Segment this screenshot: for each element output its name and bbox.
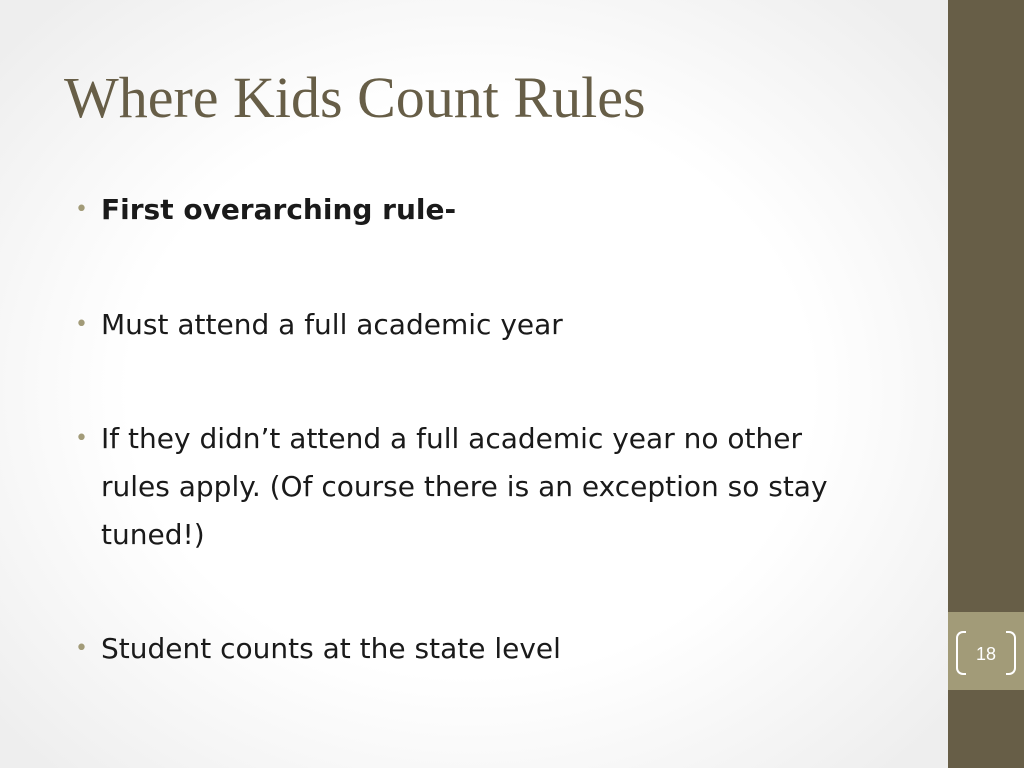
bullet-item	[75, 415, 861, 559]
right-brace-icon	[1006, 631, 1016, 675]
bullet-dot-icon: •	[75, 426, 88, 451]
bullet-item	[75, 186, 861, 234]
slide-page-number: 18	[975, 644, 997, 664]
bullet-item	[75, 301, 861, 349]
bullet-text: If they didn’t attend a full academic year no other rules apply. (Of course there is an exception so stay tuned!)	[101, 422, 828, 551]
bullet-text: Must attend a full academic year	[101, 308, 563, 341]
left-brace-icon	[956, 631, 966, 675]
bullet-text: First overarching rule-	[101, 193, 457, 226]
bullet-dot-icon: •	[75, 197, 88, 222]
slide-title: Where Kids Count Rules	[64, 65, 646, 130]
bullet-dot-icon: •	[75, 636, 88, 661]
bullet-dot-icon: •	[75, 312, 88, 337]
bullet-item	[75, 625, 861, 673]
bullet-text: Student counts at the state level	[101, 632, 561, 665]
